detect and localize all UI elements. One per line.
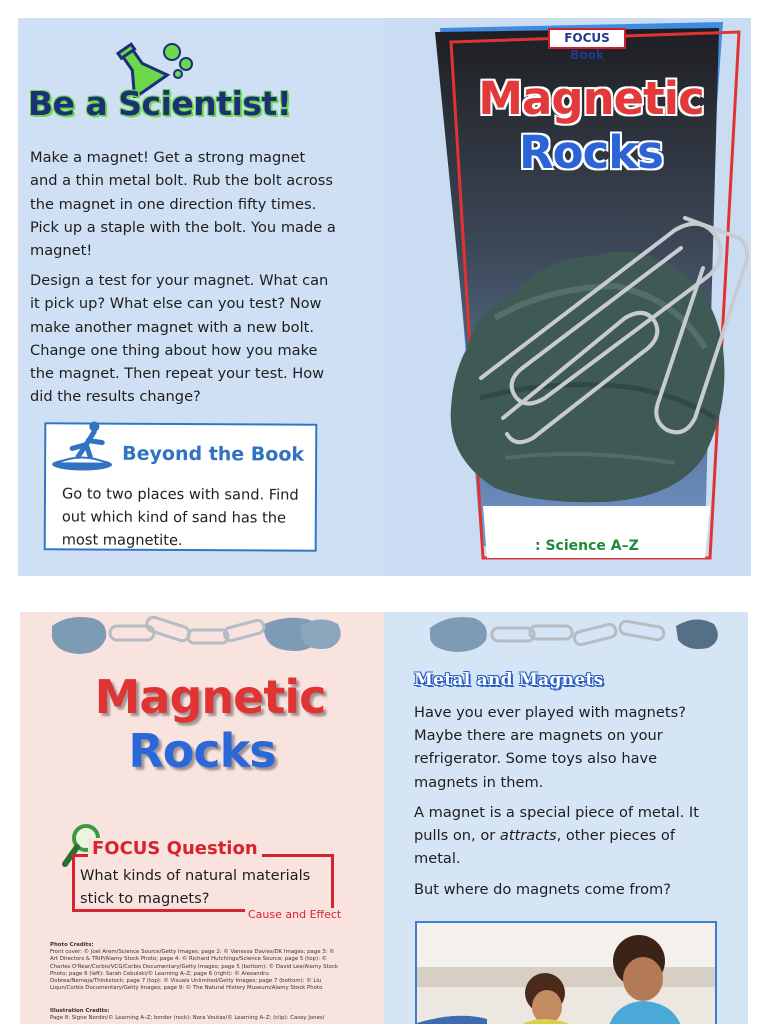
- illustration-credits: [50, 1008, 340, 1022]
- scientist-paragraph-2: Design a test for your magnet. What can it pick up? What else can you test? Now make another magnet with a new bolt. Change one thing about how you make the magnet. Then repeat your test. How did the results change?: [30, 272, 329, 406]
- focus-book-tag: FOCUS Book: [548, 28, 626, 49]
- p2-text-before: A magnet is a special piece of metal. It pulls on, or: [414, 804, 699, 845]
- reader-jumping-icon: [50, 418, 122, 472]
- title-page-title-line2: Rocks: [128, 724, 276, 778]
- chapter-page-panel: [384, 612, 748, 1024]
- illustration-credits-text: Page 8: Signe Nordin/© Learning A–Z; border (rock): Nora Voutas/© Learning A–Z; (clip): Casey Jones/: [50, 1015, 325, 1022]
- rock-clip-border: [48, 612, 348, 658]
- chapter-paragraph-2: [414, 801, 724, 871]
- photo-credits-heading: Photo Credits:: [50, 942, 94, 948]
- cover-title-line1: Magnetic: [478, 72, 704, 125]
- title-page-title-line1: Magnetic: [94, 670, 326, 724]
- attracts-term: attracts: [499, 827, 557, 845]
- beyond-the-book-box: [44, 422, 318, 551]
- scientist-paragraph-1: Make a magnet! Get a strong magnet and a thin metal bolt. Rub the bolt across the magnet in one direction fifty times. Pick up a staple with the bolt. You made a magnet!: [30, 149, 336, 260]
- children-playing-photo: [415, 921, 717, 1024]
- photo-credits-text: Front cover: © Joel Arem/Science Source/Getty Images; page 2: © Vanessa Davies/DK Images; page 3: © Art Directors & TRIP/Alamy Stock Photo; page 4: © Richard Hutchings/Science Source; page 5 (top): © Charles O'Rear/Corbis/VCG/Corbis Documentary/Getty Images; page 5 (bottom): © David Lee/Alamy Stock Photo; page 6 (left): Sarah Cebulski/© Learning A–Z; page 6 (right): © Alexandru Dobrea/Nemeja/Thinkstock; page 7 (top): © Visuals Unlimited/Getty Images; page 7 (bottom): © Liu Liqun/Corbis Documentary/Getty Images; page 9: © The Natural History Museum/Alamy Stock Photo: [50, 949, 339, 992]
- beyond-the-book-title: Beyond the Book: [122, 442, 305, 466]
- back-cover-panel: [18, 18, 385, 576]
- p2-text-after: , other pieces of metal.: [414, 827, 675, 868]
- focus-question-skill-tag: Cause and Effect: [245, 908, 344, 921]
- chapter-paragraph-1: Have you ever played with magnets? Maybe there are magnets on your refrigerator. Some toys also have magnets in them.: [414, 704, 686, 791]
- rock-clip-border: [426, 612, 726, 658]
- cover-title-line2: Rocks: [519, 126, 663, 179]
- children-photo-illustration: [417, 923, 717, 1024]
- focus-question-label: FOCUS Question: [88, 838, 262, 859]
- focus-question-text: What kinds of natural materials stick to magnets?: [80, 867, 311, 907]
- illustration-credits-heading: Illustration Credits:: [50, 1008, 110, 1014]
- be-a-scientist-title: Be a Scientist!: [28, 84, 292, 123]
- chapter-heading: Metal and Magnets: [414, 670, 604, 690]
- chapter-paragraph-3: But where do magnets come from?: [414, 881, 672, 898]
- front-cover-panel: [385, 18, 751, 576]
- science-a-z-logo: : Science A–Z: [535, 538, 639, 554]
- photo-credits: [50, 942, 340, 992]
- beyond-the-book-text: Go to two places with sand. Find out which kind of sand has the most magnetite.: [61, 485, 299, 550]
- title-page-panel: [20, 612, 384, 1024]
